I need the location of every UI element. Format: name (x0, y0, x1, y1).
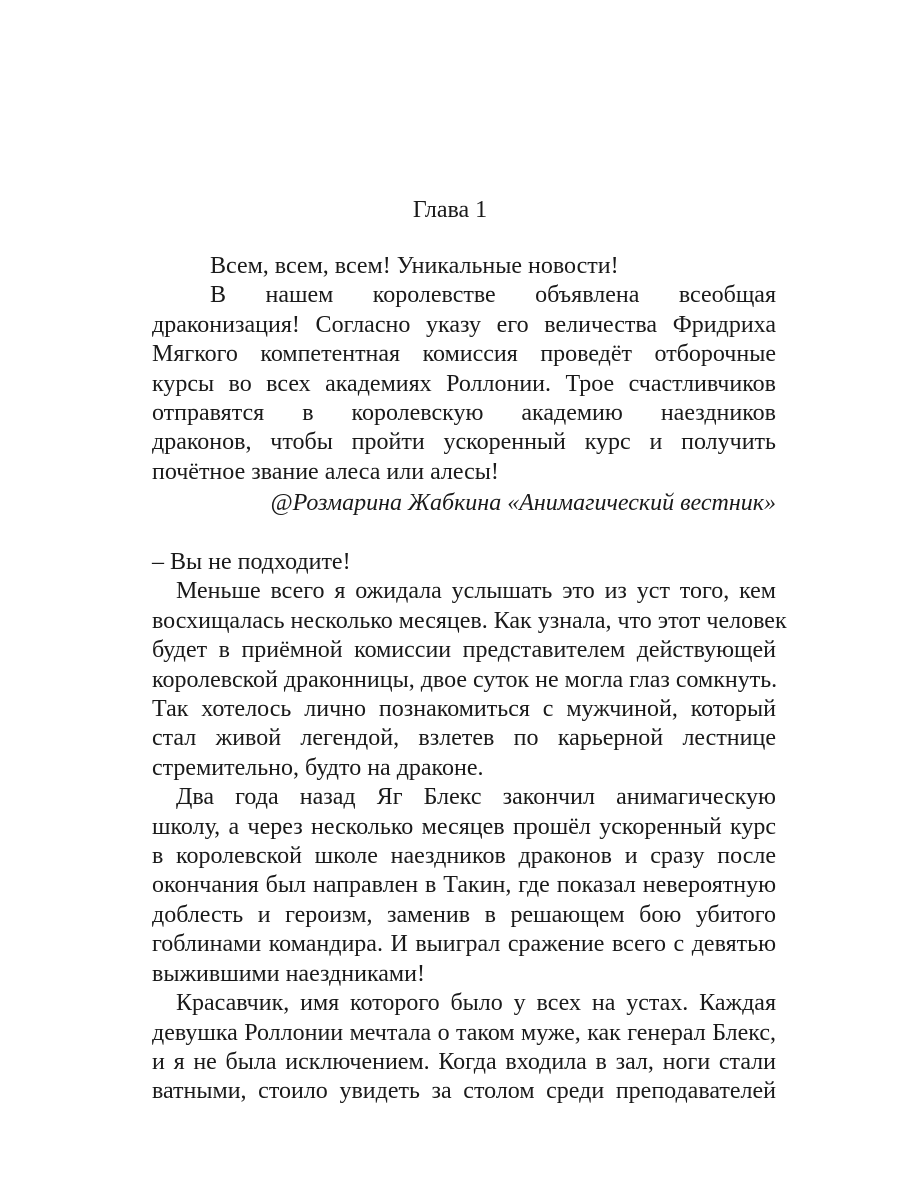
body-line: и я не была исключением. Когда входила в зал, ноги стали (152, 1048, 776, 1075)
body-line: восхищалась несколько месяцев. Как узнала, что этот человек (152, 607, 787, 634)
epigraph-line: почётное звание алеса или алесы! (152, 458, 499, 485)
body-line: гоблинами командира. И выиграл сражение всего с девятью (152, 931, 776, 958)
epigraph-line: Всем, всем, всем! Уникальные новости! (210, 253, 619, 279)
body-line: Красавчик, имя которого было у всех на устах. Каждая (176, 990, 776, 1017)
body-text (152, 548, 787, 1107)
epigraph-line: драконов, чтобы пройти ускоренный курс и получить (152, 429, 776, 456)
body-line: девушка Роллонии мечтала о таком муже, как генерал Блекс, (152, 1019, 776, 1046)
body-line: королевской драконницы, двое суток не могла глаз сомкнуть. (152, 666, 778, 693)
body-line: стремительно, будто на драконе. (152, 754, 484, 781)
body-line: будет в приёмной комиссии представителем действующей (152, 637, 776, 664)
body-line: школу, а через несколько месяцев прошёл ускоренный курс (152, 813, 776, 840)
body-line: ватными, стоило увидеть за столом среди преподавателей (152, 1078, 776, 1105)
body-line: окончания был направлен в Такин, где показал невероятную (152, 872, 776, 899)
epigraph-line: Мягкого компетентная комиссия проведёт отборочные (152, 341, 776, 368)
epigraph-line: отправятся в королевскую академию наездников (152, 400, 776, 427)
epigraph-line: В нашем королевстве объявлена всеобщая (210, 282, 776, 309)
epigraph-signature: @Розмарина Жабкина «Анимагический вестник» (270, 490, 776, 516)
chapter-title: Глава 1 (412, 197, 488, 223)
epigraph-line: драконизация! Согласно указу его величества Фридриха (152, 311, 776, 338)
body-line: Два года назад Яг Блекс закончил анимагическую (176, 784, 776, 811)
body-line: выжившими наездниками! (152, 960, 425, 987)
body-line: Так хотелось лично познакомиться с мужчиной, который (152, 696, 776, 723)
body-line: – Вы не подходите! (152, 549, 351, 575)
epigraph-line: курсы во всех академиях Роллонии. Трое счастливчиков (152, 370, 776, 397)
body-line: в королевской школе наездников драконов и сразу после (152, 843, 776, 870)
epigraph (152, 252, 776, 487)
body-line: Меньше всего я ожидала услышать это из уст того, кем (176, 578, 776, 605)
body-line: доблесть и героизм, заменив в решающем бою убитого (152, 901, 776, 928)
body-line: стал живой легендой, взлетев по карьерной лестнице (152, 725, 776, 752)
